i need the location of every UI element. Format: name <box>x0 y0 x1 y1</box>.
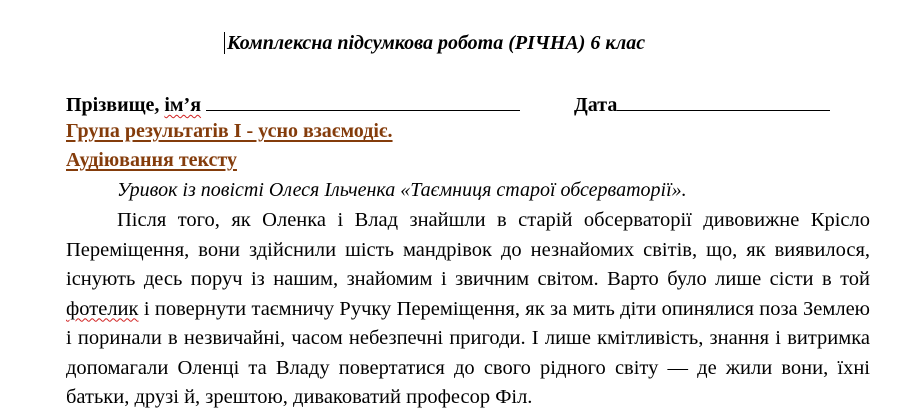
results-group-heading: Група результатів I - усно взаємодіє. <box>66 120 393 142</box>
date-blank-field[interactable] <box>617 92 830 111</box>
name-label-word: ім’я <box>164 94 202 116</box>
name-blank-field[interactable] <box>206 92 520 111</box>
passage-text-part2: і повернути таємничу Ручку Переміщення, як за мить діти опинялися поза Землею і поринали в незвичайні, часом небезпечні пригоди. І лише кмітливість, знання і витримка допомагали Оленці та Владу повертатися до свого рідного світу — де жили вони, їхні батьки, друзі й, зрештою, диваковатий професор Філ. <box>66 297 870 408</box>
text-cursor <box>224 32 225 54</box>
listening-heading: Аудіювання тексту <box>66 149 237 171</box>
passage-misspelled-word: фотелик <box>66 297 139 320</box>
passage-source: Уривок із повісті Олеся Ільченка «Таємниця старої обсерваторії». <box>117 179 687 201</box>
name-label: Прізвище, <box>66 94 165 116</box>
document-title: Комплексна підсумкова робота (РІЧНА) 6 клас <box>227 32 646 54</box>
date-label: Дата <box>574 94 618 116</box>
passage-text <box>66 206 870 413</box>
passage-text-part1: Після того, як Оленка і Влад знайшли в старій обсерваторії дивовижне Крісло Переміщення, вони здійснили шість мандрівок до незнайомих світів, що, як виявилося, існують десь поруч із нашим, знайомим і звичним світом. Варто було лише сісти в той <box>66 209 870 290</box>
student-info-line <box>66 92 830 117</box>
passage-paragraph <box>66 206 870 413</box>
